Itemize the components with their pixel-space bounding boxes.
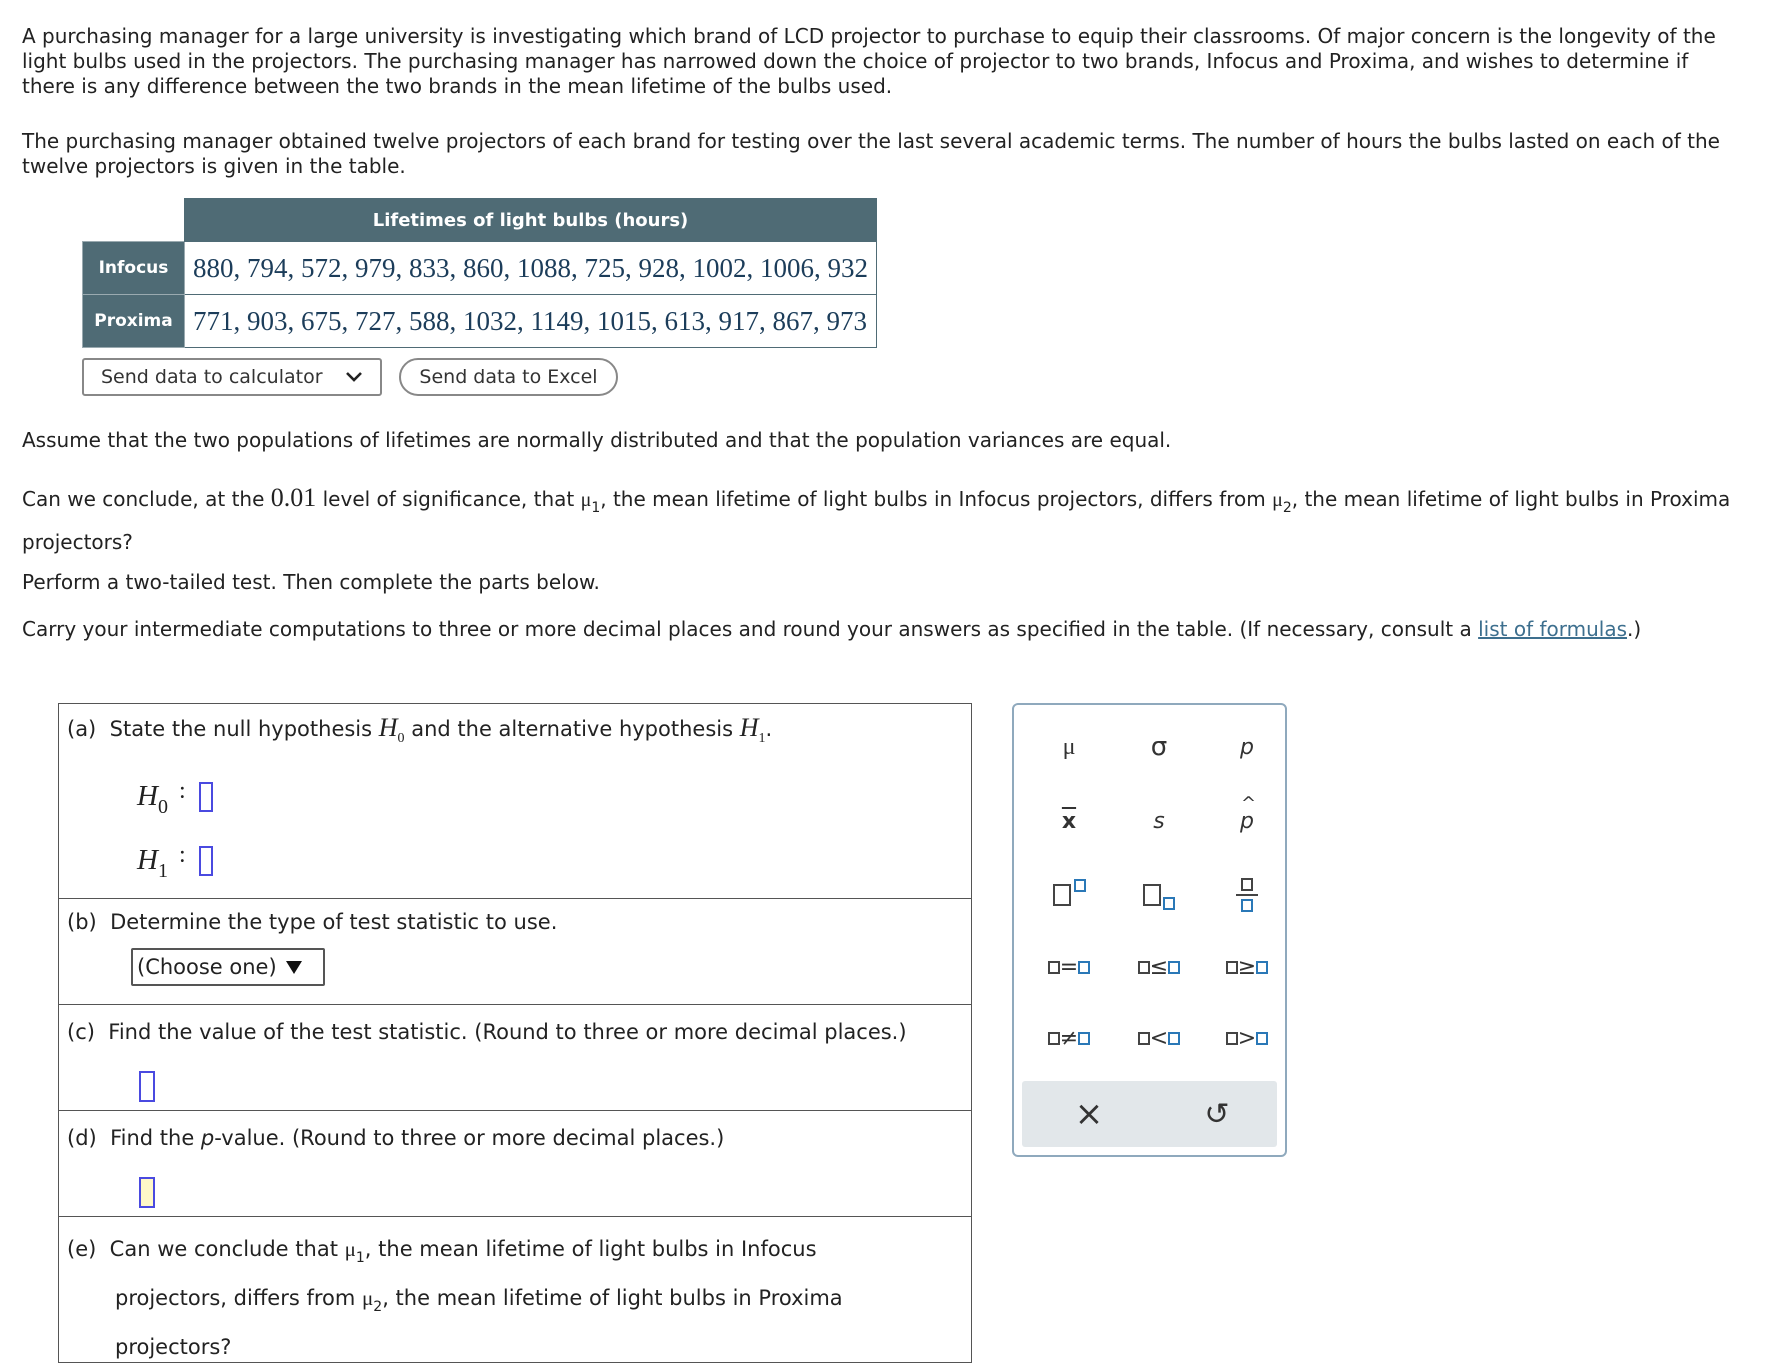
- h1-label: $H_1$: [137, 844, 168, 882]
- triangle-down-icon: [285, 959, 303, 975]
- row-values-infocus: 880, 794, 572, 979, 833, 860, 1088, 725, 928, 1002, 1006, 932: [185, 242, 877, 295]
- part-c-tag: (c): [67, 1020, 95, 1044]
- question-text: Can we conclude, at the 0.01 level of significance, that $\mu_1$, the mean lifetime of light bulbs in Infocus projectors, differs from $\mu_2$, the mean lifetime of light bulbs in Proxima projectors?: [22, 483, 1731, 554]
- part-e-tag: (e): [67, 1237, 97, 1261]
- part-d-tag: (d): [67, 1126, 97, 1150]
- math-palette: [1012, 703, 1287, 1157]
- row-label-infocus: Infocus: [83, 242, 185, 295]
- intro-paragraph-1: A purchasing manager for a large university is investigating which brand of LCD projector to purchase to equip their classrooms. Of major concern is the longevity of the light bulbs used in the projectors. The purchasing manager has narrowed down the choice of projector to two brands, Infocus and Proxima, and wishes to determine if there is any difference between the two brands in the mean lifetime of the bulbs used.: [22, 24, 1716, 98]
- h0-input[interactable]: [199, 782, 213, 812]
- table-row: [83, 295, 877, 348]
- row-label-proxima: Proxima: [83, 295, 185, 348]
- chevron-down-icon: [344, 370, 364, 384]
- equals-button[interactable]: =: [1044, 947, 1094, 987]
- row-values-proxima: 771, 903, 675, 727, 588, 1032, 1149, 1015, 613, 917, 867, 973: [185, 295, 877, 348]
- part-b: (b) Determine the type of test statistic to use. (Choose one): [59, 898, 971, 1005]
- sigma-button[interactable]: σ: [1150, 732, 1168, 762]
- send-to-excel-label: Send data to Excel: [419, 366, 598, 388]
- question-panel: [58, 703, 972, 1363]
- less-than-button[interactable]: <: [1134, 1018, 1184, 1058]
- send-to-excel-button[interactable]: [399, 358, 618, 396]
- test-statistic-select[interactable]: (Choose one): [131, 948, 325, 986]
- part-c: (c) Find the value of the test statistic. (Round to three or more decimal places.): [59, 1004, 971, 1111]
- less-equal-button[interactable]: ≤: [1134, 947, 1184, 987]
- perform-text: Perform a two-tailed test. Then complete the parts below.: [22, 570, 600, 594]
- part-e: (e) Can we conclude that $\mu_1$, the mean lifetime of light bulbs in Infocus projectors, differs from $\mu_2$, the mean lifetime of light bulbs in Proxima projectors?: [67, 1237, 843, 1359]
- part-a-tag: (a): [67, 717, 97, 741]
- test-statistic-input[interactable]: [139, 1071, 155, 1102]
- table-row: [83, 242, 877, 295]
- clear-icon[interactable]: ×: [1074, 1094, 1104, 1134]
- list-of-formulas-link[interactable]: list of formulas: [1478, 617, 1628, 641]
- greater-than-button[interactable]: >: [1222, 1018, 1272, 1058]
- superscript-button[interactable]: [1044, 875, 1094, 915]
- not-equal-button[interactable]: ≠: [1044, 1018, 1094, 1058]
- part-b-tag: (b): [67, 910, 97, 934]
- assumption-text: Assume that the two populations of lifetimes are normally distributed and that the population variances are equal.: [22, 428, 1172, 452]
- h1-input[interactable]: [199, 846, 213, 876]
- table-header: Lifetimes of light bulbs (hours): [185, 199, 877, 242]
- intro-paragraph-2: The purchasing manager obtained twelve projectors of each brand for testing over the last several academic terms. The number of hours the bulbs lasted on each of the twelve projectors is given in the table.: [22, 129, 1720, 178]
- h0-label: $H_0$: [137, 780, 168, 818]
- greater-equal-button[interactable]: ≥: [1222, 947, 1272, 987]
- send-to-calculator-label: Send data to calculator: [101, 366, 323, 388]
- send-to-calculator-button[interactable]: [82, 358, 382, 396]
- mu-button[interactable]: μ: [1062, 733, 1076, 760]
- carry-text: Carry your intermediate computations to three or more decimal places and round your answers as specified in the table. (If necessary, consult a list of formulas.): [22, 617, 1642, 641]
- lifetimes-table: [82, 198, 877, 348]
- fraction-button[interactable]: [1222, 875, 1272, 915]
- p-button[interactable]: p: [1240, 734, 1254, 760]
- palette-actions: [1022, 1081, 1277, 1147]
- subscript-button[interactable]: [1134, 875, 1184, 915]
- part-a: (a) State the null hypothesis $H_0$ and the alternative hypothesis $H_1$. $H_0$ : $H_1$ :: [59, 704, 971, 899]
- p-hat-button[interactable]: p ^: [1240, 792, 1257, 834]
- x-bar-button[interactable]: $\overline{x}$: [1061, 808, 1077, 834]
- p-value-input[interactable]: [139, 1177, 155, 1208]
- undo-icon[interactable]: ↺: [1204, 1096, 1230, 1132]
- alpha-value: 0.01: [270, 483, 317, 512]
- part-d: (d) Find the p-value. (Round to three or more decimal places.): [59, 1110, 971, 1217]
- s-button[interactable]: s: [1153, 808, 1165, 834]
